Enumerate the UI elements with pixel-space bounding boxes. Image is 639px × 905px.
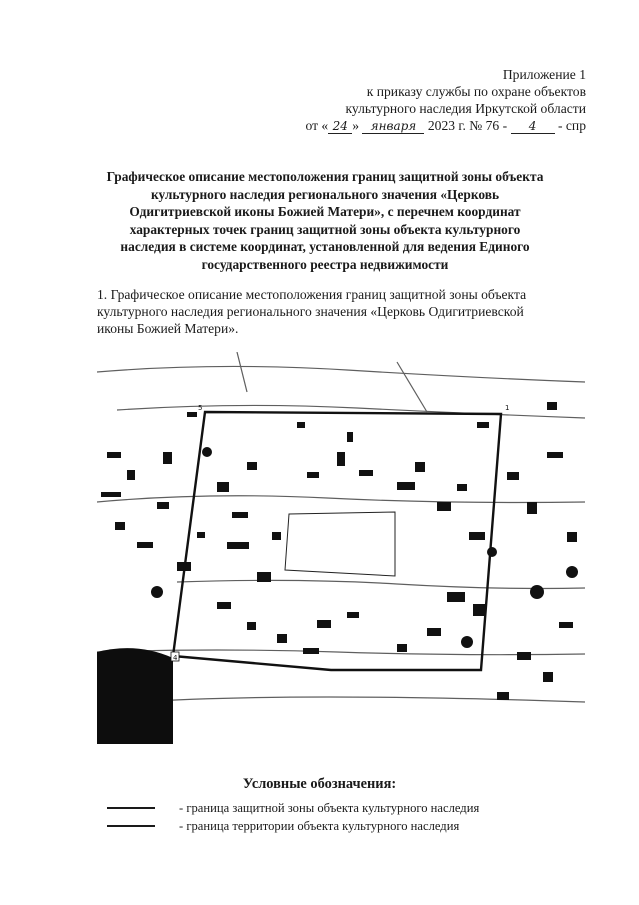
appendix-label: Приложение 1 — [502, 67, 586, 82]
order-line-1: к приказу службы по охране объектов — [366, 84, 586, 99]
order-day: 24 — [328, 120, 352, 134]
order-suffix: - спр — [557, 118, 586, 133]
title-line: Одигитриевской иконы Божией Матери», с перечнем координат — [129, 204, 521, 220]
title-line: наследия в системе координат, установленной для ведения Единого — [120, 239, 530, 255]
legend-line-territory — [107, 825, 155, 827]
order-line-2: культурного наследия Иркутской области — [345, 101, 586, 116]
order-number: 4 — [511, 120, 555, 134]
legend-label: - граница защитной зоны объекта культурного наследия — [179, 801, 480, 815]
order-date-line — [305, 117, 586, 134]
document-title — [90, 168, 560, 274]
date-prefix: от « — [305, 118, 329, 133]
heritage-territory-boundary — [285, 512, 395, 576]
title-line: Графическое описание местоположения границ защитной зоны объекта — [106, 169, 544, 184]
section-paragraph — [97, 286, 585, 337]
point-label-4: 4 — [173, 654, 178, 662]
paragraph-line: иконы Божией Матери». — [97, 321, 239, 336]
point-label-1: 1 — [505, 404, 510, 412]
order-month: января — [362, 120, 424, 134]
legend-line-protection-zone — [107, 807, 155, 809]
water-area — [97, 648, 173, 744]
title-line: характерных точек границ защитной зоны объекта культурного — [129, 221, 521, 237]
order-year-number: 2023 г. № 76 - — [427, 118, 508, 133]
date-day-close: » — [352, 118, 360, 133]
point-label-5: 5 — [198, 404, 203, 412]
legend-label: - граница территории объекта культурного наследия — [179, 819, 460, 833]
title-line: культурного наследия регионального значения «Церковь — [150, 186, 500, 202]
legend-title: Условные обозначения: — [242, 776, 397, 792]
title-line: государственного реестра недвижимости — [201, 256, 449, 272]
paragraph-line: культурного наследия регионального значения «Церковь Одигитриевской — [97, 304, 524, 319]
protection-zone-map — [97, 352, 585, 744]
paragraph-line: 1. Графическое описание местоположения границ защитной зоны объекта — [97, 287, 527, 302]
